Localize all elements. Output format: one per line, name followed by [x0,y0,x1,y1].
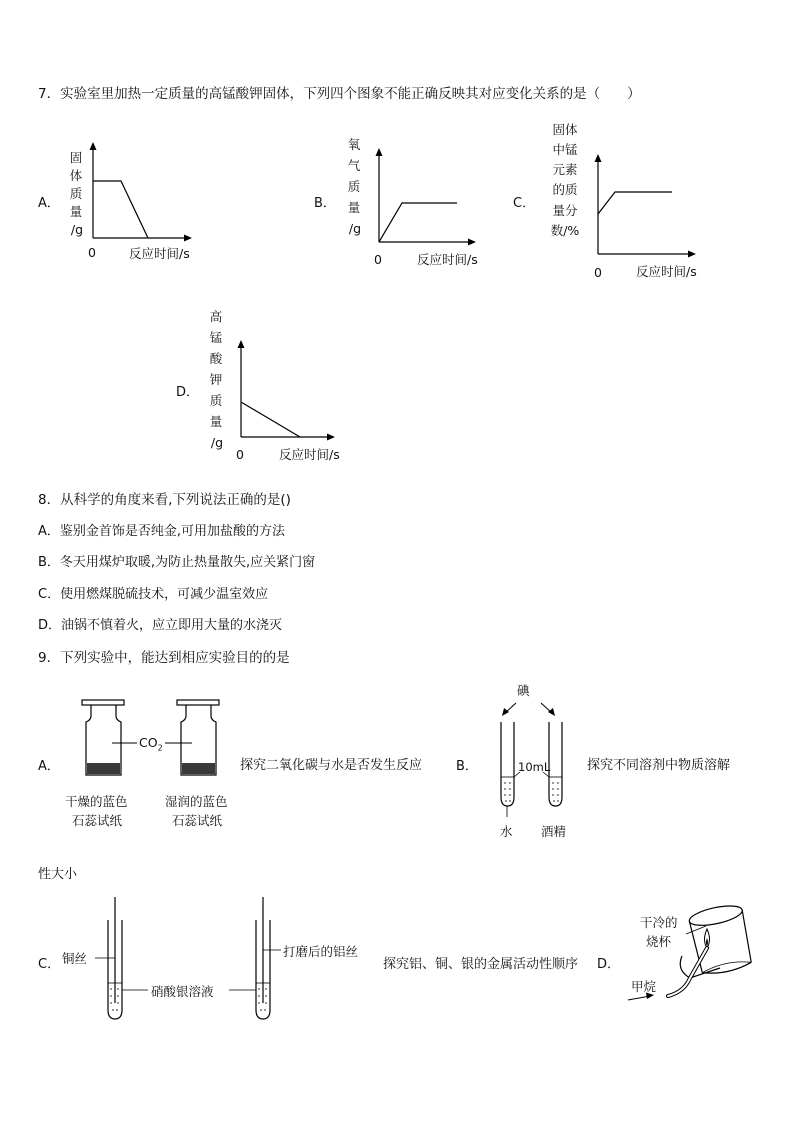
y-char: 中锰 [552,142,578,157]
y-char: 数/% [550,223,580,238]
q8-option-c: C．使用燃煤脱硫技术，可减少温室效应 [38,587,269,602]
y-char: 量分 [552,203,578,218]
q8-option-a: A．鉴别金首饰是否纯金,可用加盐酸的方法 [38,524,286,539]
y-char: 高 [209,309,223,324]
graph-a-origin: 0 [88,245,96,260]
q7-option-a: A． [38,196,60,211]
methane-label: 甲烷 [631,979,657,994]
q9-stem: 9．下列实验中，能达到相应实验目的的是 [38,650,290,666]
y-char: 锰 [209,330,223,345]
y-char: 质 [209,393,223,408]
y-char: 体 [69,168,83,183]
graph-c-origin: 0 [594,265,602,280]
y-char: 氧 [347,137,361,152]
alcohol-label: 酒精 [541,824,567,839]
wet-paper-label-1: 湿润的蓝色 [165,794,228,809]
q9-option-c: C． [38,957,61,972]
q8-stem: 8．从科学的角度来看,下列说法正确的是() [38,492,291,508]
flame-core [706,938,708,946]
q9b-desc: 探究不同溶剂中物质溶解 [587,758,731,773]
dry-paper-label-2: 石蕊试纸 [72,813,123,828]
y-char: 的质 [552,182,578,197]
y-char: /g [210,435,224,450]
co2-label: $CO_2$ [139,735,163,753]
graph-a-xlabel: 反应时间/s [129,246,190,261]
y-char: 元素 [552,162,578,177]
y-char: /g [70,222,84,237]
copper-wire-label: 铜丝 [62,951,88,966]
y-char: 酸 [209,351,223,366]
graph-d-origin: 0 [236,447,244,462]
y-char: 固体 [552,122,578,137]
y-char: 质 [69,186,83,201]
q7-option-b: B． [314,196,336,211]
graph-b-origin: 0 [374,252,382,267]
iodine-label: 碘 [517,683,530,698]
aluminum-wire-label: 打磨后的铝丝 [283,944,359,959]
q9b-desc-cont: 性大小 [38,867,78,882]
y-char: 固 [69,150,83,165]
q9-option-a: A． [38,759,60,774]
y-char: 钾 [209,372,223,387]
q9-option-b: B． [456,759,478,774]
q8-option-d: D．油锅不慎着火，应立即用大量的水浇灭 [38,618,283,633]
q9-option-d: D． [597,957,621,972]
y-char: 气 [347,158,361,173]
y-char: /g [348,221,362,236]
water-label: 水 [500,824,513,839]
q7-option-d: D． [176,385,200,400]
q7-option-c: C． [513,196,536,211]
beaker-label-2: 烧杯 [646,934,672,949]
gas-tube [668,948,707,996]
q9c-desc: 探究铝、铜、银的金属活动性顺序 [383,957,579,972]
beaker-label-1: 干冷的 [640,915,678,930]
wet-paper-label-2: 石蕊试纸 [172,813,223,828]
graph-b-xlabel: 反应时间/s [417,252,478,267]
dry-paper-label-1: 干燥的蓝色 [65,794,128,809]
silver-nitrate-label: 硝酸银溶液 [151,984,214,999]
graph-c-xlabel: 反应时间/s [636,264,697,279]
y-char: 质 [347,179,361,194]
y-char: 量 [347,200,361,215]
q9a-desc: 探究二氧化碳与水是否发生反应 [240,758,423,773]
q7-stem: 7．实验室里加热一定质量的高锰酸钾固体，下列四个图象不能正确反映其对应变化关系的是（ ） [38,86,641,102]
y-char: 量 [69,204,83,219]
graph-d-xlabel: 反应时间/s [279,447,340,462]
q8-option-b: B．冬天用煤炉取暖,为防止热量散失,应关紧门窗 [38,555,316,570]
y-char: 量 [209,414,223,429]
volume-label: 10mL [518,760,551,774]
